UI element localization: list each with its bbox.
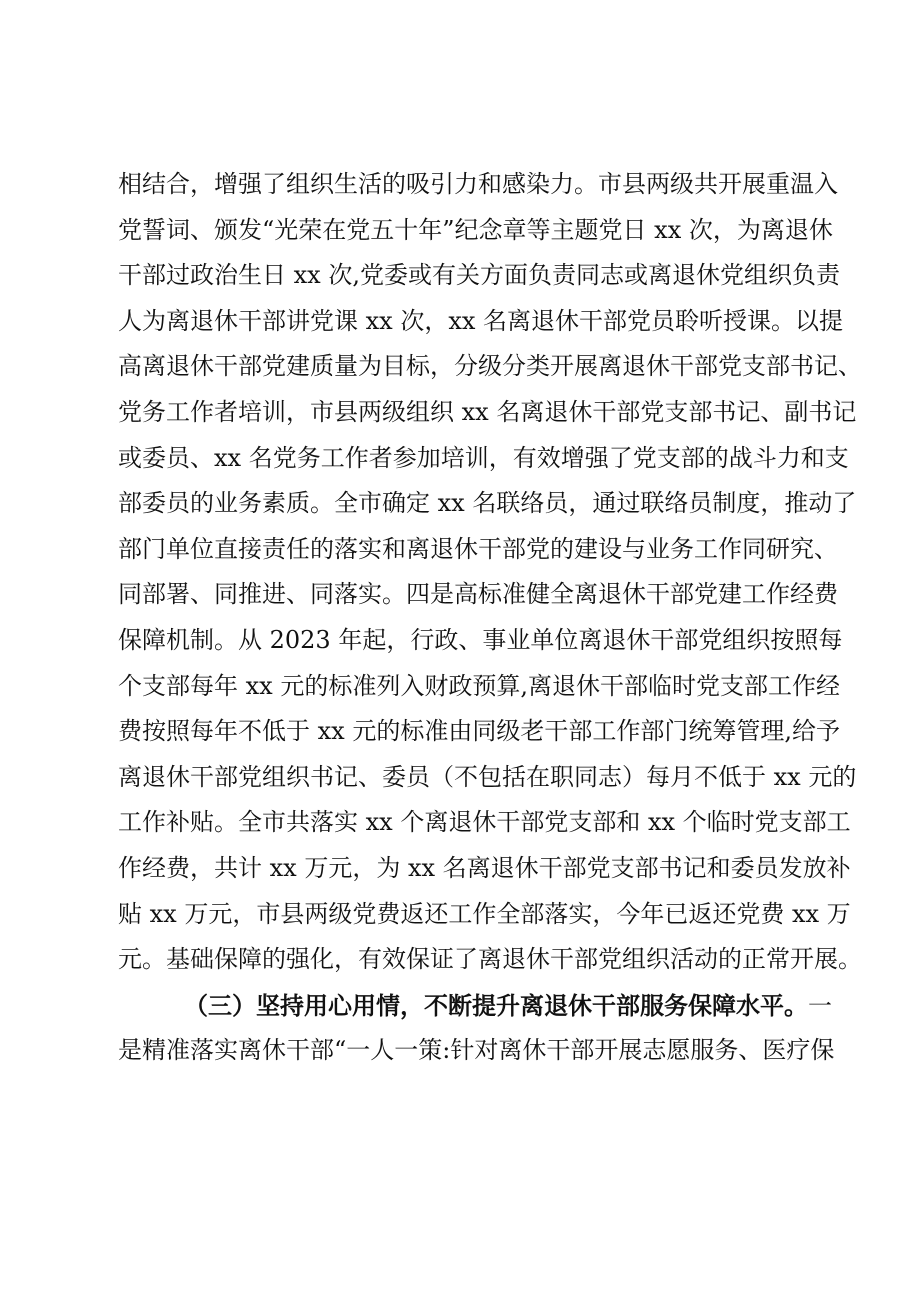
paragraph-2	[118, 983, 835, 1074]
text-line: 保障机制。从 2023 年起，行政、事业单位离退休干部党组织按照每	[118, 625, 843, 654]
section-heading-line	[118, 983, 832, 1029]
text-line: 离退休干部党组织书记、委员（不包括在职同志）每月不低于 xx 元的	[118, 762, 857, 791]
text-line: 部委员的业务素质。全市确定 xx 名联络员，通过联络员制度，推动了	[118, 489, 857, 518]
text-line: 党务工作者培训，市县两级组织 xx 名离退休干部党支部书记、副书记	[118, 397, 857, 426]
text-line: 费按照每年不低于 xx 元的标准由同级老干部工作部门统筹管理,给予	[118, 717, 840, 746]
heading-tail-text: 一	[808, 991, 832, 1020]
text-line: 贴 xx 万元，市县两级党费返还工作全部落实，今年已返还党费 xx 万	[118, 899, 851, 928]
document-body	[118, 162, 862, 1074]
text-line: 工作补贴。全市共落实 xx 个离退休干部党支部和 xx 个临时党支部工	[118, 808, 851, 837]
text-line: 党誓词、颁发“光荣在党五十年”纪念章等主题党日 xx 次，为离退休	[118, 215, 833, 244]
text-line: 作经费，共计 xx 万元，为 xx 名离退休干部党支部书记和委员发放补	[118, 853, 851, 882]
paragraph-1	[118, 162, 862, 983]
text-line: 同部署、同推进、同落实。四是高标准健全离退休干部党建工作经费	[118, 580, 838, 609]
text-line: 人为离退休干部讲党课 xx 次，xx 名离退休干部党员聆听授课。以提	[118, 306, 844, 335]
text-line: 相结合，增强了组织生活的吸引力和感染力。市县两级共开展重温入	[118, 170, 838, 198]
text-line: 或委员、xx 名党务工作者参加培训，有效增强了党支部的战斗力和支	[118, 443, 849, 472]
text-line: 个支部每年 xx 元的标准列入财政预算,离退休干部临时党支部工作经	[118, 671, 840, 700]
text-line: 干部过政治生日 xx 次,党委或有关方面负责同志或离退休党组织负责	[118, 261, 840, 290]
text-line: 元。基础保障的强化，有效保证了离退休干部党组织活动的正常开展。	[118, 945, 862, 974]
text-line: 高离退休干部党建质量为目标，分级分类开展离退休干部党支部书记、	[118, 352, 862, 381]
section-heading: （三）坚持用心用情，不断提升离退休干部服务保障水平。	[184, 990, 808, 1020]
text-line: 是精准落实离休干部“一人一策:针对离休干部开展志愿服务、医疗保	[118, 1036, 835, 1065]
text-line: 部门单位直接责任的落实和离退休干部党的建设与业务工作同研究、	[118, 534, 838, 563]
